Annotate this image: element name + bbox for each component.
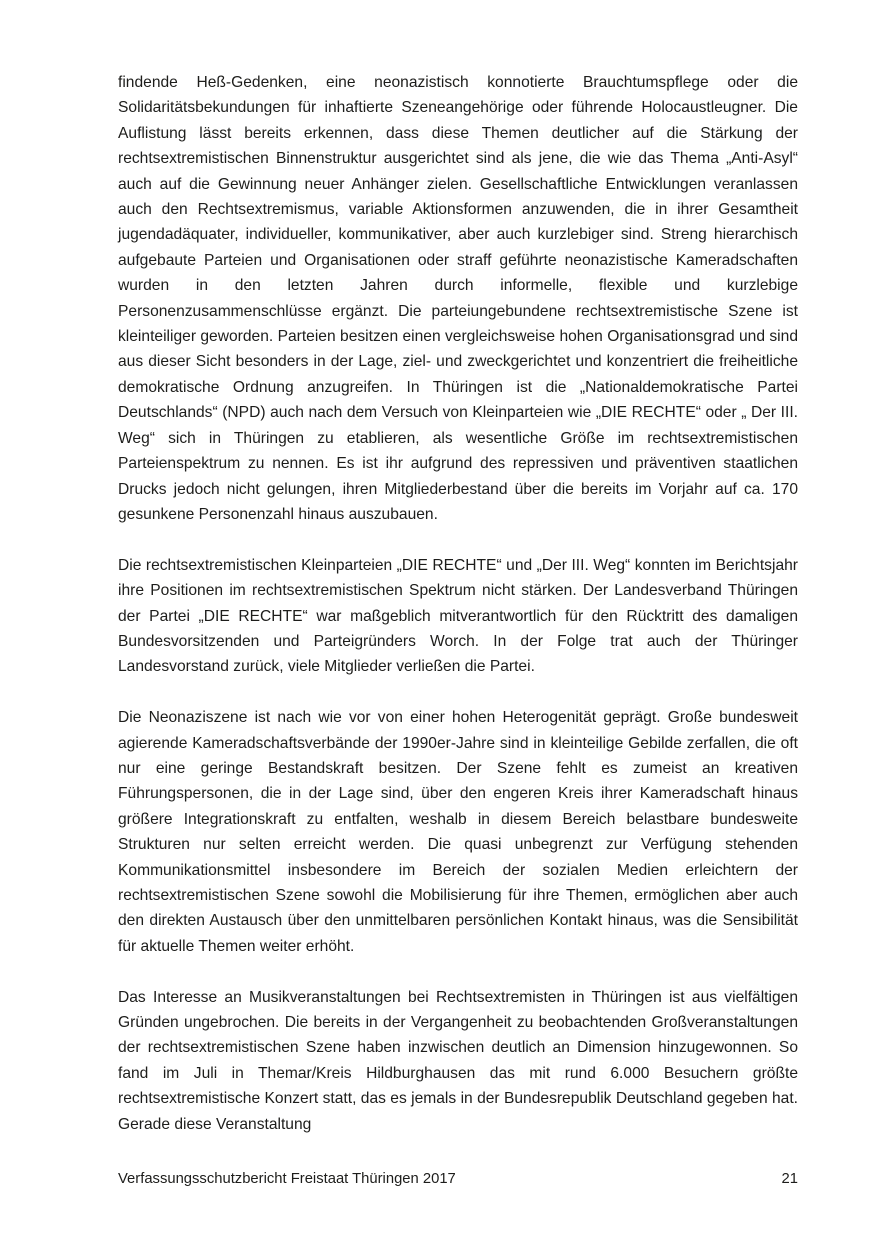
paragraph-3: Die Neonaziszene ist nach wie vor von einer hohen Heterogenität geprägt. Große bundesweit agierende Kameradschaftsverbände der 1990er-Jahre sind in kleinteilige Gebilde zerfallen, die oft nur eine geringe Bestandskraft besitzen. Der Szene fehlt es zumeist an kreativen Führungspersonen, die in der Lage sind, über den engeren Kreis ihrer Kameradschaft hinaus größere Integrationskraft zu entfalten, weshalb in diesem Bereich belastbare bundesweite Strukturen nur selten erreicht werden. Die quasi unbegrenzt zur Verfügung stehenden Kommunikationsmittel insbesondere im Bereich der sozialen Medien erleichtern der rechtsextremistischen Szene sowohl die Mobilisierung für ihre Themen, ermöglichen aber auch den direkten Austausch über den unmittelbaren persönlichen Kontakt hinaus, was die Sensibilität für aktuelle Themen weiter erhöht. <box>118 709 798 955</box>
paragraph-2: Die rechtsextremistischen Kleinparteien „DIE RECHTE“ und „Der III. Weg“ konnten im Berichtsjahr ihre Positionen im rechtsextremistischen Spektrum nicht stärken. Der Landesverband Thüringen der Partei „DIE RECHTE“ war maßgeblich mitverantwortlich für den Rücktritt des damaligen Bundesvorsitzenden und Parteigründers Worch. In der Folge trat auch der Thüringer Landesvorstand zurück, viele Mitglieder verließen die Partei. <box>118 556 798 676</box>
body-text <box>118 70 798 1162</box>
footer-title: Verfassungsschutzbericht Freistaat Thüringen 2017 <box>118 1171 456 1187</box>
paragraph-4: Das Interesse an Musikveranstaltungen bei Rechtsextremisten in Thüringen ist aus vielfältigen Gründen ungebrochen. Die bereits in der Vergangenheit zu beobachtenden Großveranstaltungen der rechtsextremistischen Szene haben inzwischen deutlich an Dimension hinzugewonnen. So fand im Juli in Themar/Kreis Hildburghausen das mit rund 6.000 Besuchern größte rechtsextremistische Konzert statt, das es jemals in der Bundesrepublik Deutschland gegeben hat. Gerade diese Veranstaltung <box>118 988 798 1133</box>
page-number: 21 <box>781 1171 798 1187</box>
page-footer <box>118 1168 798 1190</box>
paragraph-1: findende Heß-Gedenken, eine neonazistisch konnotierte Brauchtumspflege oder die Solidaritätsbekundungen für inhaftierte Szeneangehörige oder führende Holocaustleugner. Die Auflistung lässt bereits erkennen, dass diese Themen deutlicher auf die Stärkung der rechtsextremistischen Binnenstruktur ausgerichtet sind als jene, die wie das Thema „Anti-Asyl“ auch auf die Gewinnung neuer Anhänger zielen. Gesellschaftliche Entwicklungen veranlassen auch den Rechtsextremismus, variable Aktionsformen anzuwenden, die in ihrer Gesamtheit jugendadäquater, individueller, kommunikativer, aber auch kurzlebiger sind. Streng hierarchisch aufgebaute Parteien und Organisationen oder straff geführte neonazistische Kameradschaften wurden in den letzten Jahren durch informelle, flexible und kurzlebige Personenzusammenschlüsse ergänzt. Die parteiungebundene rechtsextremistische Szene ist kleinteiliger geworden. Parteien besitzen einen vergleichsweise hohen Organisationsgrad und sind aus dieser Sicht besonders in der Lage, ziel- und zweckgerichtet und konzentriert die freiheitliche demokratische Ordnung anzugreifen. In Thüringen ist die „Nationaldemokratische Partei Deutschlands“ (NPD) auch nach dem Versuch von Kleinparteien wie „DIE RECHTE“ oder „ Der III. Weg“ sich in Thüringen zu etablieren, als wesentliche Größe im rechtsextremistischen Parteienspektrum zu nennen. Es ist ihr aufgrund des repressiven und präventiven staatlichen Drucks jedoch nicht gelungen, ihren Mitgliederbestand über die bereits im Vorjahr auf ca. 170 gesunkene Personenzahl hinaus auszubauen. <box>118 74 798 523</box>
